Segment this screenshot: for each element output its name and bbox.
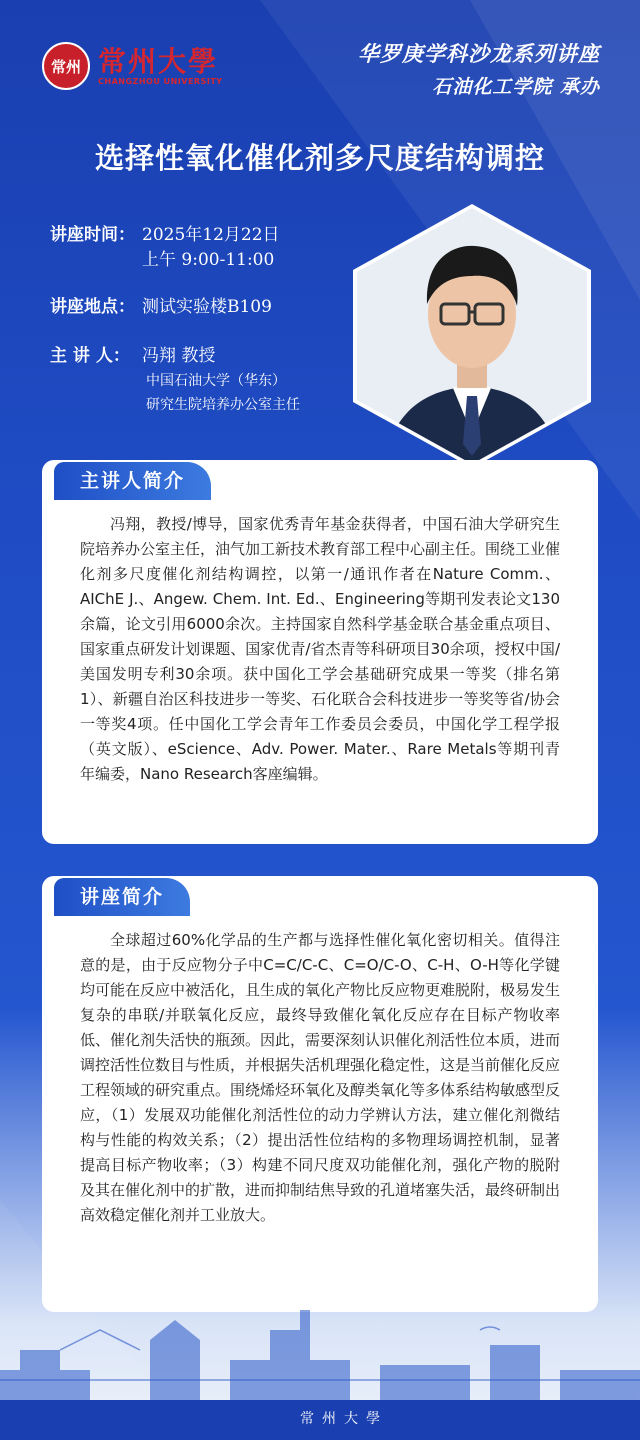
speaker-photo (353, 204, 591, 468)
footer-university-name: 常州大學 (300, 1411, 388, 1427)
lecture-time-value: 上午 9:00-11:00 (142, 250, 275, 270)
speaker-intro-card (42, 460, 598, 844)
logo-name-en: CHANGZHOU UNIVERSITY (98, 76, 223, 86)
speaker-label: 主 讲 人： (50, 346, 130, 366)
lecture-date: 2025年12月22日 (142, 225, 280, 245)
page-title: 选择性氧化催化剂多尺度结构调控 (94, 141, 545, 175)
lecture-speaker (50, 341, 215, 366)
host-college: 石油化工学院 承办 (432, 76, 600, 98)
lecture-series-title: 华罗庚学科沙龙系列讲座 (358, 42, 600, 66)
speaker-name: 冯翔 教授 (142, 346, 216, 366)
university-logo (42, 42, 223, 90)
lecture-place-value: 测试实验楼B109 (142, 297, 272, 317)
place-label: 讲座地点： (50, 297, 135, 317)
time-label: 讲座时间： (50, 225, 135, 245)
lecture-intro-text: 全球超过60%化学品的生产都与选择性催化氧化密切相关。值得注意的是，由于反应物分子中C=C/C-C、C=O/C-O、C-H、O-H等化学键均可能在反应中被活化，且生成的氧化产物比反应物更难脱附，极易发生复杂的串联/并联氧化反应，最终导致催化氧化反应存在目标产物收率低、催化剂失活快的瓶颈。因此，需要深刻认识催化剂活性位本质，进而调控活性位数目与性质，并根据失活机理强化稳定性，这是当前催化反应工程领域的研究重点。围绕烯烃环氧化及醇类氧化等多体系结构敏感型反应，（1）发展双功能催化剂活性位的动力学辨认方法，建立催化剂微结构与性能的构效关系；（2）提出活性位结构的多物理场调控机制，显著提高目标产物收率；（3）构建不同尺度双功能催化剂，强化产物的脱附及其在催化剂中的扩散，进而抑制结焦导致的孔道堵塞失活，最终研制出高效稳定催化剂并工业放大。 (80, 931, 561, 1224)
lecture-intro-heading: 讲座简介 (54, 878, 190, 916)
lecture-hours (142, 245, 274, 270)
lecture-intro-card (42, 876, 598, 1312)
campus-skyline-illustration (0, 1310, 640, 1410)
speaker-intro-heading: 主讲人简介 (54, 462, 211, 500)
lecture-place (50, 292, 272, 317)
speaker-affiliation: 中国石油大学（华东） (146, 373, 286, 389)
logo-name-cn: 常州大學 (98, 44, 219, 78)
speaker-position: 研究生院培养办公室主任 (146, 397, 300, 413)
lecture-time (50, 220, 280, 245)
speaker-intro-text: 冯翔，教授/博导，国家优秀青年基金获得者，中国石油大学研究生院培养办公室主任，油气加工新技术教育部工程中心副主任。围绕工业催化剂多尺度催化剂结构调控，以第一/通讯作者在Nature Comm.、AIChE J.、Angew. Chem. Int. Ed.、Engineering等期刊发表论文130余篇，论文引用6000余次。主持国家自然科学基金联合基金重点项目、国家重点研发计划课题、国家优青/省杰青等科研项目30余项，授权中国/美国发明专利30余项。获中国化工学会基础研究成果一等奖（排名第1）、新疆自治区科技进步一等奖、石化联合会科技进步一等奖等省/协会一等奖4项。任中国化工学会青年工作委员会委员，中国化学工程学报（英文版）、eScience、Adv. Power. Mater.、Rare Metals等期刊青年编委，Nano Research客座编辑。 (80, 515, 561, 783)
university-seal-icon: 常州 (42, 42, 90, 90)
